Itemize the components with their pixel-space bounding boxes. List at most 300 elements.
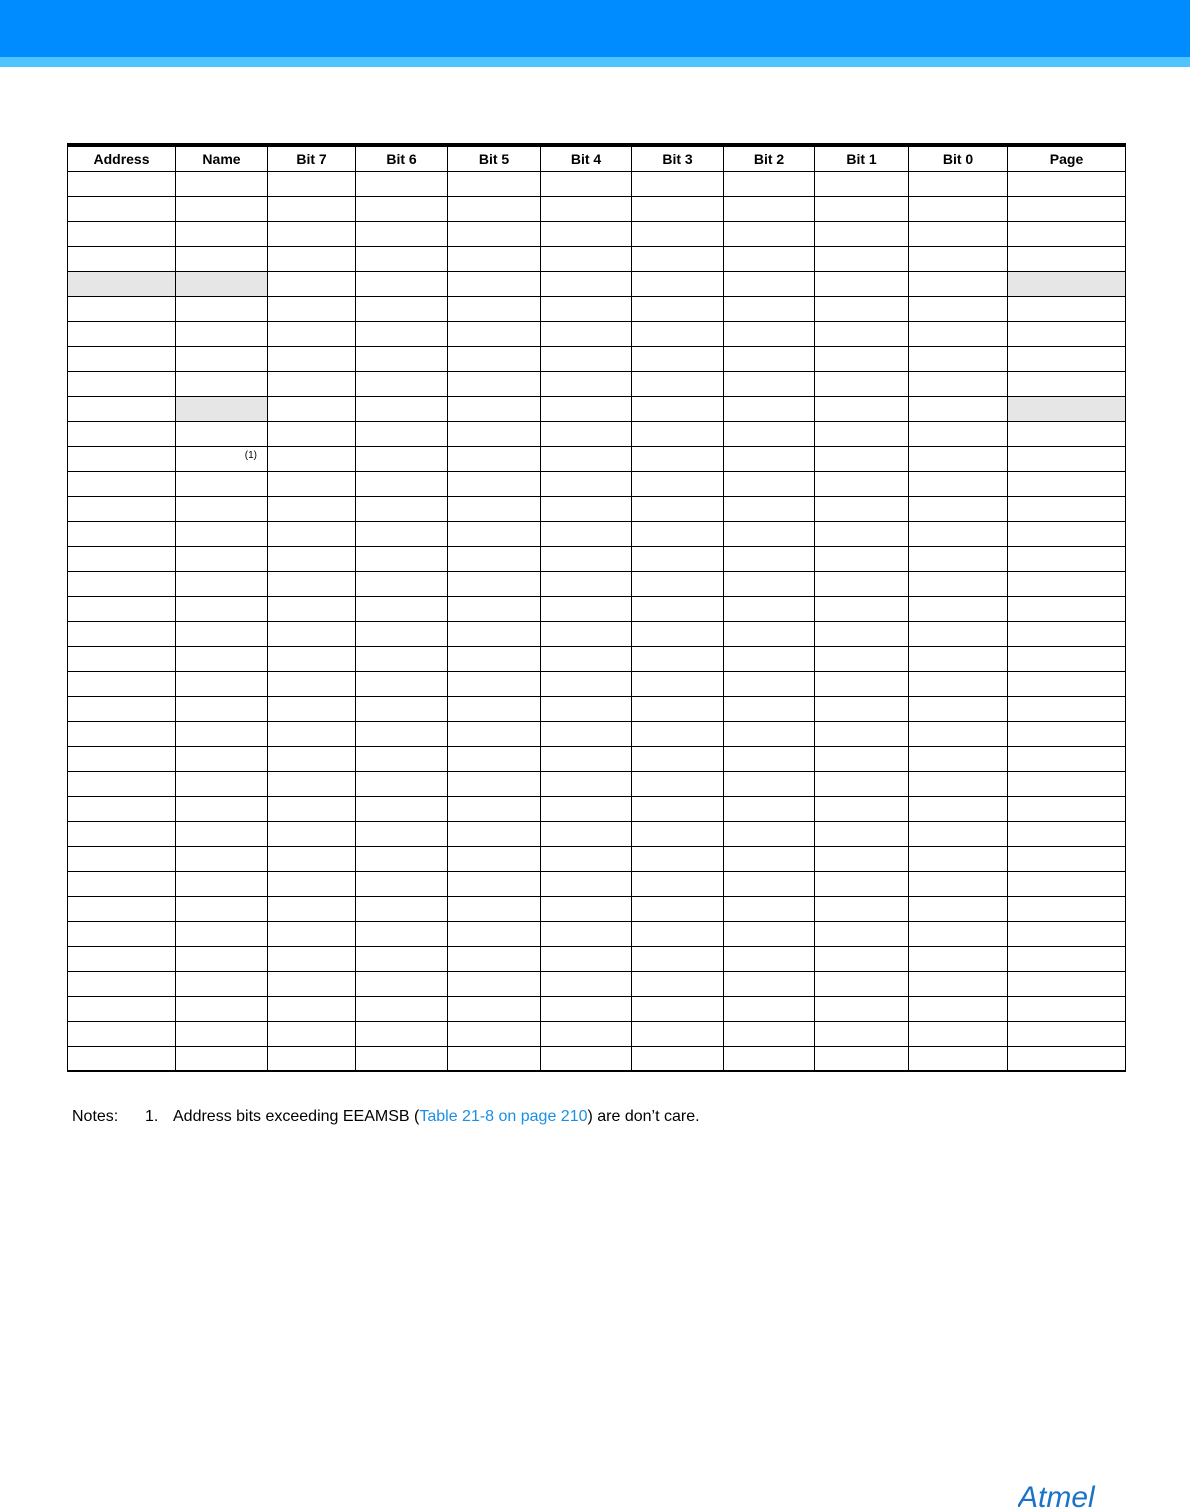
table-cell [1008,1046,1126,1071]
table-cell [176,946,268,971]
table-cell [268,571,356,596]
table-cell [176,546,268,571]
table-cell [1008,421,1126,446]
table-cell [176,346,268,371]
note-text-before: Address bits exceeding EEAMSB ( [173,1108,420,1125]
table-cell [724,271,815,296]
table-row [68,1021,1126,1046]
table-cell [541,271,632,296]
col-header-bit0: Bit 0 [909,145,1008,171]
table-cell [632,521,724,546]
table-cell [356,946,448,971]
note-number: 1. [145,1108,159,1125]
table-cell [541,296,632,321]
table-cell [815,896,909,921]
table-cell [356,696,448,721]
table-cell [815,321,909,346]
table-cell [909,346,1008,371]
table-cell [68,396,176,421]
table-cell [356,296,448,321]
table-cell [268,1046,356,1071]
table-cell [909,871,1008,896]
table-cell [268,996,356,1021]
table-cell [541,721,632,746]
table-cell [724,371,815,396]
table-cell [815,371,909,396]
table-cell [176,396,268,421]
table-cell [356,321,448,346]
table-cell [176,771,268,796]
table-cell [268,471,356,496]
table-cell [724,846,815,871]
table-cell [632,696,724,721]
table-cell [541,421,632,446]
table-cell [541,546,632,571]
table-cell [815,721,909,746]
table-cell [815,296,909,321]
table-cell [632,896,724,921]
table-row [68,871,1126,896]
table-cell [632,671,724,696]
table-cell [448,796,541,821]
table-cell [448,696,541,721]
table-cell [176,371,268,396]
table-row [68,796,1126,821]
footnote-marker: (1) [244,449,257,461]
table-cell [632,396,724,421]
table-cell [268,346,356,371]
table-cell [356,596,448,621]
table-cell [356,796,448,821]
table-cell [815,571,909,596]
table-cell [541,921,632,946]
table-cell [815,1046,909,1071]
table-cell [815,196,909,221]
table-row [68,946,1126,971]
table-cell [448,871,541,896]
table-cell [356,996,448,1021]
col-header-page: Page [1008,145,1126,171]
table-row [68,921,1126,946]
table-cell [541,896,632,921]
table-cell [176,196,268,221]
table-cell [68,996,176,1021]
table-cell [815,671,909,696]
table-cell [909,1046,1008,1071]
table-cell [1008,646,1126,671]
table-cell [909,421,1008,446]
table-cell [541,746,632,771]
table-cell [541,1021,632,1046]
table-cell [1008,221,1126,246]
table-cell [909,796,1008,821]
table-cell [541,246,632,271]
table-cell [176,871,268,896]
table-cell [68,471,176,496]
table-cell [268,496,356,521]
table-cell [68,171,176,196]
table-cell [448,271,541,296]
table-cell [909,846,1008,871]
table-cell [632,196,724,221]
col-header-bit6: Bit 6 [356,145,448,171]
table-cell [176,446,268,471]
table-cell [909,471,1008,496]
table-cell [541,946,632,971]
table-cell [909,721,1008,746]
table-cell [448,921,541,946]
table-cell [909,321,1008,346]
table-cell [541,796,632,821]
table-cell [909,496,1008,521]
table-cell [1008,321,1126,346]
table-cell [176,621,268,646]
table-cell [632,946,724,971]
table-cell [448,446,541,471]
table-cell [909,546,1008,571]
table-cell [632,171,724,196]
table-cell [68,721,176,746]
table-body [68,171,1126,1071]
table-cell [268,446,356,471]
table-row [68,171,1126,196]
table-cell [176,721,268,746]
table-cell [909,621,1008,646]
table-cell [268,421,356,446]
table-cell [176,746,268,771]
table-cell [268,321,356,346]
col-header-bit5: Bit 5 [448,145,541,171]
table-cell [176,521,268,546]
table-cell [541,221,632,246]
table-cell [268,371,356,396]
table-cell [724,571,815,596]
table-notes [72,1108,700,1126]
table-cell [815,871,909,896]
table-cell [68,771,176,796]
table-row [68,546,1126,571]
table-cell [909,1021,1008,1046]
table-cell [632,496,724,521]
table-row [68,221,1126,246]
table-cell [356,496,448,521]
table-cell [356,971,448,996]
table-cell [1008,921,1126,946]
table-cell [68,496,176,521]
table-cell [632,471,724,496]
table-cell [632,971,724,996]
table-cell [268,296,356,321]
table-row [68,446,1126,471]
table-cell [632,921,724,946]
table-cell [448,1021,541,1046]
table-cell [176,1021,268,1046]
table-cell [448,471,541,496]
table-cell [632,821,724,846]
table-cell [356,746,448,771]
table-cell [815,346,909,371]
table-cell [1008,521,1126,546]
table-cell [448,346,541,371]
table-cell [268,746,356,771]
table-cell [632,546,724,571]
table-cell [541,496,632,521]
table-cell [724,296,815,321]
table-cell [268,396,356,421]
table-cell [448,246,541,271]
table-cell [724,396,815,421]
table-cell [632,721,724,746]
table-cell [632,846,724,871]
table-cell [815,521,909,546]
table-cell [815,796,909,821]
table-cell [632,421,724,446]
note-table-link[interactable]: Table 21-8 on page 210 [419,1108,588,1125]
table-cell [176,271,268,296]
table-cell [356,446,448,471]
table-cell [1008,296,1126,321]
table-cell [268,271,356,296]
table-cell [815,446,909,471]
table-cell [268,221,356,246]
table-cell [1008,371,1126,396]
table-cell [268,771,356,796]
table-cell [632,246,724,271]
table-cell [68,871,176,896]
note-text-after: ) are don’t care. [587,1108,700,1125]
table-cell [541,846,632,871]
table-cell [1008,696,1126,721]
table-cell [909,971,1008,996]
table-cell [268,971,356,996]
table-cell [356,271,448,296]
table-cell [632,446,724,471]
table-row [68,296,1126,321]
table-cell [1008,896,1126,921]
table-row [68,571,1126,596]
table-cell [909,221,1008,246]
table-cell [68,696,176,721]
table-cell [68,971,176,996]
table-cell [909,396,1008,421]
table-cell [68,546,176,571]
table-cell [356,771,448,796]
table-cell [448,621,541,646]
table-cell [268,846,356,871]
table-cell [815,746,909,771]
table-cell [632,621,724,646]
table-cell [268,246,356,271]
table-cell [448,996,541,1021]
table-cell [448,171,541,196]
table-cell [724,521,815,546]
table-cell [632,796,724,821]
header-band [0,0,1190,57]
table-cell [68,271,176,296]
table-cell [724,921,815,946]
table-cell [541,171,632,196]
table-row [68,846,1126,871]
table-cell [541,771,632,796]
table-cell [448,421,541,446]
table-cell [724,621,815,646]
table-cell [448,371,541,396]
table-cell [448,671,541,696]
table-cell [1008,446,1126,471]
col-header-bit1: Bit 1 [815,145,909,171]
table-cell [448,571,541,596]
table-cell [909,771,1008,796]
table-cell [1008,246,1126,271]
table-cell [1008,171,1126,196]
table-cell [176,221,268,246]
table-cell [448,546,541,571]
table-cell [541,446,632,471]
table-cell [1008,971,1126,996]
table-cell [541,1046,632,1071]
table-cell [724,646,815,671]
table-cell [268,621,356,646]
table-cell [68,946,176,971]
table-cell [1008,471,1126,496]
table-cell [176,496,268,521]
table-cell [909,646,1008,671]
table-cell [68,671,176,696]
table-cell [68,621,176,646]
table-cell [724,1046,815,1071]
table-row [68,246,1126,271]
table-cell [632,571,724,596]
table-cell [176,246,268,271]
table-cell [176,696,268,721]
table-cell [632,321,724,346]
table-cell [632,296,724,321]
table-cell [448,721,541,746]
table-cell [541,346,632,371]
table-cell [724,696,815,721]
table-cell [632,646,724,671]
table-cell [815,471,909,496]
table-cell [176,1046,268,1071]
col-header-bit2: Bit 2 [724,145,815,171]
table-cell [815,771,909,796]
table-cell [632,271,724,296]
table-cell [268,646,356,671]
table-cell [68,646,176,671]
table-row [68,646,1126,671]
table-cell [909,196,1008,221]
table-row [68,396,1126,421]
table-cell [356,1021,448,1046]
table-cell [68,846,176,871]
table-cell [632,596,724,621]
table-cell [1008,496,1126,521]
table-row [68,271,1126,296]
table-cell [356,621,448,646]
table-cell [724,1021,815,1046]
table-cell [632,746,724,771]
table-cell [541,621,632,646]
table-row [68,496,1126,521]
table-cell [356,471,448,496]
notes-label: Notes: [72,1108,119,1125]
table-cell [356,646,448,671]
table-cell [724,771,815,796]
table-cell [541,996,632,1021]
table-cell [448,396,541,421]
table-cell [815,396,909,421]
header-stripe [0,57,1190,67]
table-cell [632,371,724,396]
table-cell [724,746,815,771]
table-cell [68,371,176,396]
table-cell [68,1046,176,1071]
table-cell [356,196,448,221]
table-cell [356,346,448,371]
table-cell [815,271,909,296]
table-cell [724,321,815,346]
table-cell [724,171,815,196]
table-row [68,346,1126,371]
table-cell [815,171,909,196]
table-row [68,621,1126,646]
table-cell [909,296,1008,321]
table-cell [356,221,448,246]
table-cell [815,646,909,671]
table-cell [448,221,541,246]
table-cell [1008,396,1126,421]
table-cell [176,646,268,671]
table-cell [1008,996,1126,1021]
col-header-bit7: Bit 7 [268,145,356,171]
table-cell [356,871,448,896]
table-row [68,896,1126,921]
table-cell [909,746,1008,771]
table-cell [356,171,448,196]
table-row [68,471,1126,496]
table-cell [1008,821,1126,846]
table-cell [356,571,448,596]
table-cell [448,196,541,221]
table-cell [541,196,632,221]
table-cell [541,871,632,896]
table-cell [909,446,1008,471]
table-cell [268,1021,356,1046]
table-cell [176,821,268,846]
table-cell [268,196,356,221]
table-cell [1008,846,1126,871]
table-cell [1008,1021,1126,1046]
table-row [68,421,1126,446]
table-cell [724,596,815,621]
table-cell [724,496,815,521]
table-cell [268,946,356,971]
table-cell [356,846,448,871]
table-cell [68,196,176,221]
table-row [68,771,1126,796]
table-cell [909,596,1008,621]
table-cell [724,796,815,821]
col-header-bit3: Bit 3 [632,145,724,171]
table-cell [815,1021,909,1046]
table-cell [909,896,1008,921]
atmel-logo [1018,1480,1122,1510]
table-cell [632,346,724,371]
table-cell [68,421,176,446]
table-cell [724,821,815,846]
table-cell [1008,196,1126,221]
table-cell [68,821,176,846]
